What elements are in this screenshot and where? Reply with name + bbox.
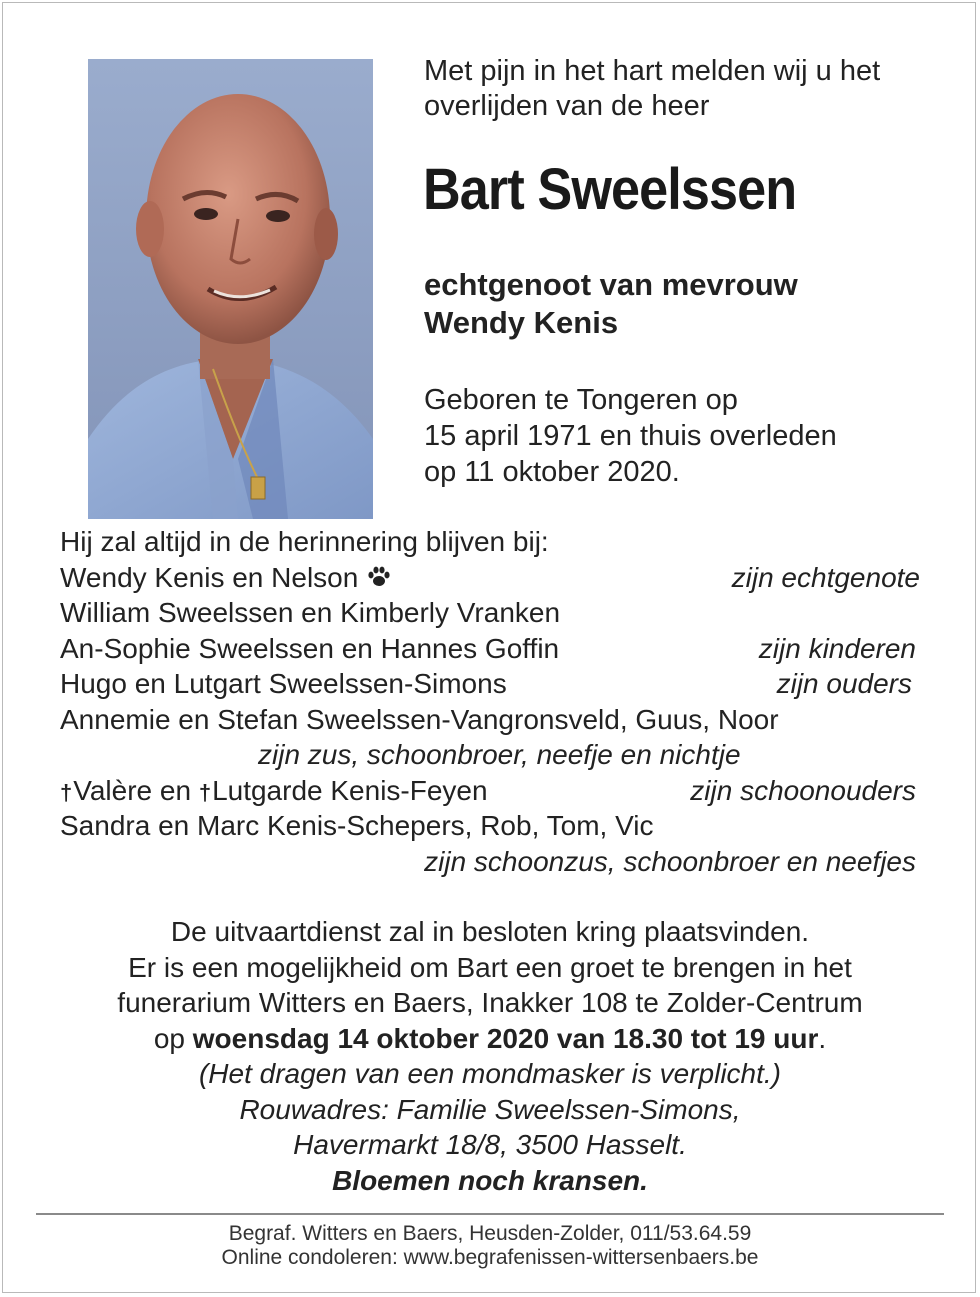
family-row — [60, 560, 920, 596]
portrait-photo — [88, 59, 373, 519]
family-names: Wendy Kenis en Nelson — [60, 561, 359, 593]
family-names: Hugo en Lutgart Sweelssen-Simons — [60, 668, 507, 699]
funeral-service-info — [0, 914, 980, 1198]
mourning-address-line-2: Havermarkt 18/8, 3500 Hasselt. — [293, 1129, 687, 1160]
flowers-notice: Bloemen noch kransen. — [332, 1164, 648, 1196]
spouse-line-2: Wendy Kenis — [424, 305, 619, 340]
family-relation: zijn zus, schoonbroer, neefje en nichtje — [258, 739, 741, 770]
birth-line-3: op 11 oktober 2020. — [424, 456, 680, 488]
family-row — [60, 737, 920, 773]
family-relation: zijn ouders — [776, 668, 912, 699]
funeral-home-footer — [0, 1222, 980, 1270]
footer-line-2: Online condoleren: www.begrafenissen-wittersenbaers.be — [221, 1246, 759, 1269]
service-date: woensdag 14 oktober 2020 van 18.30 tot 19 uur — [192, 1022, 819, 1054]
service-line-4 — [0, 1021, 980, 1057]
family-row — [60, 595, 920, 631]
cross-icon: † — [60, 779, 73, 805]
family-row — [60, 844, 920, 880]
intro-line-1: Met pijn in het hart melden wij u het — [424, 55, 881, 87]
service-line-3: funerarium Witters en Baers, Inakker 108 te Zolder-Centrum — [117, 987, 863, 1018]
mask-notice: (Het dragen van een mondmasker is verplicht.) — [198, 1058, 782, 1089]
family-relation: zijn schoonzus, schoonbroer en neefjes — [424, 845, 916, 877]
footer-divider — [36, 1213, 944, 1215]
family-row — [60, 773, 920, 809]
family-row — [60, 702, 920, 738]
service-line-1: De uitvaartdienst zal in besloten kring plaatsvinden. — [170, 916, 810, 947]
spouse-info — [424, 266, 944, 342]
birth-line-1: Geboren te Tongeren op — [424, 384, 738, 416]
footer-line-1: Begraf. Witters en Baers, Heusden-Zolder, 011/53.64.59 — [228, 1222, 752, 1245]
deceased-name: Bart Sweelssen — [423, 157, 797, 222]
family-list — [60, 524, 920, 879]
family-names: Annemie en Stefan Sweelssen-Vangronsveld, Guus, Noor — [60, 703, 779, 735]
announcement-intro — [424, 54, 944, 124]
family-names: William Sweelssen en Kimberly Vranken — [60, 597, 561, 628]
spouse-line-1: echtgenoot van mevrouw — [424, 267, 798, 302]
family-row — [60, 666, 920, 702]
family-row — [60, 631, 920, 667]
family-name-part: Lutgarde Kenis-Feyen — [212, 774, 488, 806]
birth-death-info — [424, 382, 944, 490]
family-relation: zijn echtgenote — [731, 561, 920, 593]
birth-line-2: 15 april 1971 en thuis overleden — [424, 420, 837, 452]
family-heading: Hij zal altijd in de herinnering blijven bij: — [60, 526, 549, 557]
mourning-address-line-1: Rouwadres: Familie Sweelssen-Simons, — [239, 1093, 741, 1125]
paw-icon — [366, 564, 392, 590]
service-date-suffix: . — [818, 1022, 827, 1054]
intro-line-2: overlijden van de heer — [424, 90, 710, 122]
family-names: Sandra en Marc Kenis-Schepers, Rob, Tom, Vic — [60, 810, 654, 841]
family-relation: zijn schoonouders — [690, 774, 916, 806]
family-name-part: Valère en — [73, 774, 199, 806]
family-relation: zijn kinderen — [758, 632, 916, 664]
service-line-2: Er is een mogelijkheid om Bart een groet te brengen in het — [128, 951, 852, 983]
family-names: An-Sophie Sweelssen en Hannes Goffin — [60, 632, 560, 664]
cross-icon: † — [198, 779, 212, 805]
family-row — [60, 808, 920, 844]
service-date-prefix: op — [153, 1022, 193, 1054]
